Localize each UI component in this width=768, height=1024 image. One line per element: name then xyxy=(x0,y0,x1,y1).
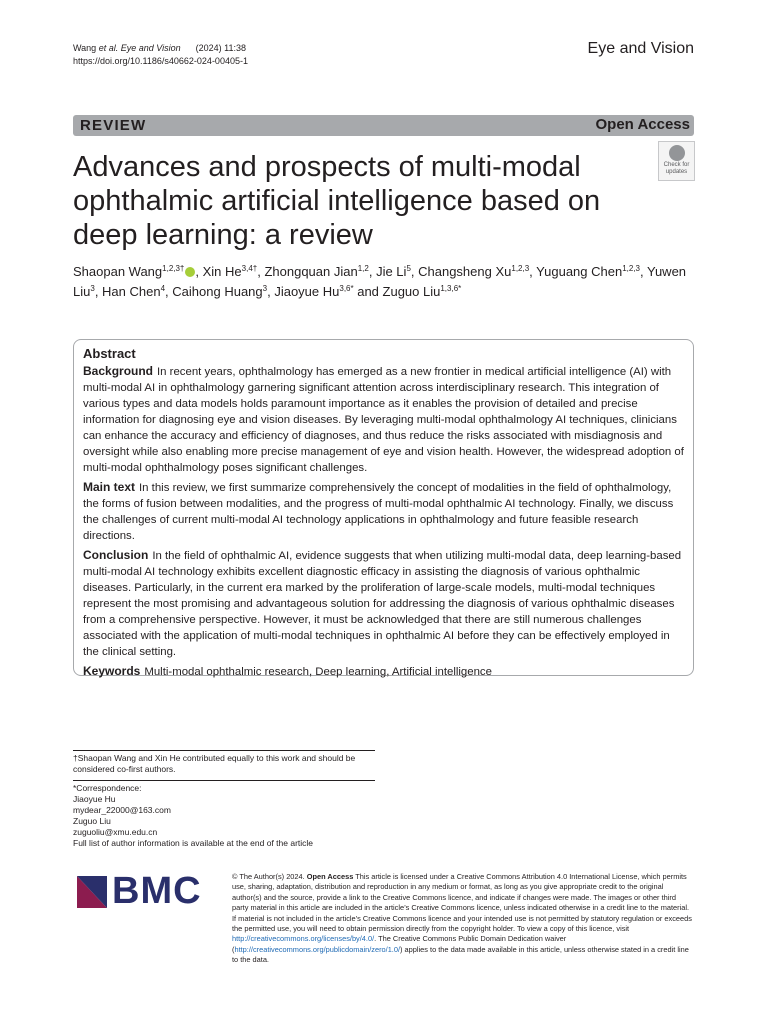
footnote-divider xyxy=(73,750,375,751)
license-text xyxy=(232,872,694,966)
author-affiliation: 1,2,3 xyxy=(511,264,530,273)
journal-name: Eye and Vision xyxy=(587,40,694,57)
abstract-heading: Abstract xyxy=(83,346,136,361)
author-affiliation: 1,2,3† xyxy=(162,264,185,273)
abstract-conclusion xyxy=(83,547,684,660)
author-affiliation: 1,3,6* xyxy=(440,284,462,293)
citation-header xyxy=(73,42,248,68)
check-updates-label xyxy=(664,162,690,175)
author-name[interactable]: Caihong Huang xyxy=(172,284,263,299)
license-text-3: ) applies to the data made available in this article, unless otherwise stated in a credit line to the data. xyxy=(232,944,689,965)
author-name[interactable]: Changsheng Xu xyxy=(418,264,512,279)
author-name[interactable]: Zhongquan Jian xyxy=(264,264,358,279)
citation-year-volume: (2024) 11:38 xyxy=(195,43,246,53)
check-for-updates-button[interactable] xyxy=(658,141,695,181)
article-type-label: REVIEW xyxy=(80,117,147,134)
author-name[interactable]: Shaopan Wang xyxy=(73,264,163,279)
section-text: In this review, we first summarize comprehensively the concept of modalities in the field of ophthalmology, the forms of fusion between modalities, and the progress of multi-modal ophthalmic AI technology. Finally, we discuss the challenges of current multi-modal AI technology applications in ophthalmology and future feasible research directions. xyxy=(83,482,674,542)
author-list: Shaopan Wang$^{1,2,3\dagger}$ , Xin $He^{3,4\dagger}$, Zhongquan Jian$^{1,2}$, Jie Li$^5$, Changsheng Xu$^{1,2,3}$, Yuguang Chen$^{1,2,3}$, Yuwen Liu$^3$, Han Chen$^4$, Caihong Huang$^3$, Jiaoyue $Hu^{3,6*}$ and Zuguo Liu$^{1,3,6*}$ xyxy=(73,264,687,299)
author-affiliation: 3,6* xyxy=(339,284,354,293)
open-access-bold: Open Access xyxy=(306,872,354,881)
cc-license-link[interactable]: http://creativecommons.org/licenses/by/4.0/ xyxy=(232,934,375,944)
citation-author: Wang xyxy=(73,43,97,53)
author-name[interactable]: Jiaoyue Hu xyxy=(274,284,340,299)
footnote-divider xyxy=(73,780,375,781)
doi-link[interactable]: https://doi.org/10.1186/s40662-024-00405-1 xyxy=(73,56,248,66)
author-affiliation: 3,4† xyxy=(241,264,258,273)
keywords-text: Multi-modal ophthalmic research, Deep learning, Artificial intelligence xyxy=(144,666,492,678)
author-name[interactable]: Yuwen Liu xyxy=(73,264,687,299)
author-affiliation: 1,2,3 xyxy=(622,264,640,273)
author-affiliation: 1,2 xyxy=(357,264,369,273)
keywords-label: Keywords xyxy=(83,664,141,678)
equal-contribution-note: †Shaopan Wang and Xin He contributed equally to this work and should be considered co-first authors. xyxy=(73,753,356,774)
correspondence-email[interactable]: zuguoliu@xmu.edu.cn xyxy=(73,827,158,837)
abstract-background xyxy=(83,363,684,476)
author-affiliation: 3 xyxy=(262,284,268,293)
author-affiliation: 4 xyxy=(160,284,166,293)
correspondence-label: *Correspondence: xyxy=(73,783,142,793)
section-label: Main text xyxy=(83,480,136,494)
author-name[interactable]: Xin He xyxy=(202,264,242,279)
author-name[interactable]: Jie Li xyxy=(376,264,407,279)
copyright: © The Author(s) 2024. xyxy=(232,872,305,881)
check-updates-line1: Check for xyxy=(663,162,690,168)
cc-publicdomain-link[interactable]: http://creativecommons.org/publicdomain/zero/1.0/ xyxy=(234,944,401,954)
citation-journal: et al. Eye and Vision xyxy=(98,43,181,53)
author-name[interactable]: Zuguo Liu xyxy=(382,284,441,299)
author-name[interactable]: Han Chen xyxy=(102,284,161,299)
author-affiliation: 3 xyxy=(90,284,95,293)
abstract-box xyxy=(73,339,694,676)
orcid-icon[interactable] xyxy=(185,267,195,277)
section-text: In the field of ophthalmic AI, evidence suggests that when utilizing multi-modal data, deep learning-based multi-modal AI technology exhibits excellent diagnostic efficacy in assisting the diagnosis of various ophthalmic diseases. Particularly, in the current era marked by the proliferation of large-scale models, multi-modal techniques represent the most promising and advantageous solution for addressing the diagnosis of various ophthalmic diseases from a comprehensive perspective. However, it must be acknowledged that there are still numerous challenges associated with the application of multi-modal techniques in ophthalmic AI before they can be effectively employed in the clinical setting. xyxy=(83,550,682,658)
open-access-label: Open Access xyxy=(595,116,690,133)
abstract-main-text xyxy=(83,479,684,544)
check-updates-line2: updates xyxy=(665,168,688,175)
license-text-1: This article is licensed under a Creative Commons Attribution 4.0 International License, which permits use, sharing, adaptation, distribution and reproduction in any medium or format, as long as you give appropriate credit to the original author(s) and the source, provide a link to the Creative Commons licence, and indicate if changes were made. The images or other third party material in this article are included in the article’s Creative Commons licence, unless indicated otherwise in a credit line to the material. If material is not included in the article’s Creative Commons licence and your intended use is not permitted by statutory regulation or exceeds the permitted use, you will need to obtain permission directly from the copyright holder. To view a copy of this licence, visit xyxy=(232,872,692,934)
bmc-logo-text: BMC xyxy=(112,870,202,912)
section-label: Conclusion xyxy=(83,548,149,562)
bmc-logo xyxy=(77,870,212,915)
author-affiliation: 5 xyxy=(406,264,411,273)
article-title: Advances and prospects of multi-modal ophthalmic artificial intelligence based on deep learning: a review xyxy=(73,151,601,251)
abstract-keywords xyxy=(83,663,684,680)
bmc-logo-icon xyxy=(77,876,107,908)
footnotes xyxy=(73,750,375,849)
correspondence-name: Zuguo Liu xyxy=(73,816,111,826)
author-name[interactable]: Yuguang Chen xyxy=(536,264,623,279)
correspondence-name: Jiaoyue Hu xyxy=(73,794,116,804)
article-type-banner xyxy=(73,115,694,136)
correspondence-email[interactable]: mydear_22000@163.com xyxy=(73,805,171,815)
section-label: Background xyxy=(83,364,154,378)
license-text-2: . The Creative Commons Public Domain Dedication waiver ( xyxy=(232,934,567,954)
check-updates-icon xyxy=(669,145,685,161)
section-text: In recent years, ophthalmology has emerged as a new frontier in medical artificial intelligence (AI) with multi-modal AI in ophthalmology garnering significant attention across interdisciplinary research. This integration of various types and data models holds paramount importance as it enables the provision of detailed and precise information for diagnosing eye and vision diseases. By leveraging multi-modal ophthalmology AI techniques, clinicians can enhance the accuracy and efficiency of diagnoses, and thus reduce the risks associated with misdiagnosis and oversight while also enabling more precise management of eye and vision health. However, the widespread adoption of multi-modal ophthalmology poses significant challenges. xyxy=(83,366,684,474)
author-info-note: Full list of author information is available at the end of the article xyxy=(73,838,314,848)
